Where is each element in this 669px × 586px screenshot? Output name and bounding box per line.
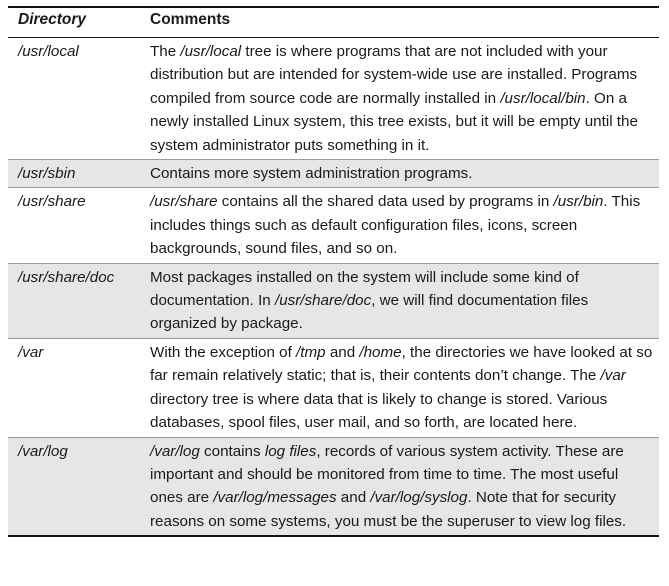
comment-italic-text: /usr/local/bin	[500, 89, 586, 107]
comment-cell	[140, 188, 659, 263]
comment-text: directory tree is where data that is likely to change is stored. Various databases, spool files, user mail, and so forth, are located here.	[150, 390, 608, 432]
comment-text: , we will find documentation files organized by package.	[150, 292, 589, 333]
comment-text: contains	[199, 442, 265, 460]
directory-cell: /usr/share/doc	[8, 263, 140, 338]
comment-text: tree is where programs that are not included with your distribution but are intended for system-wide use are installed. Programs compiled from source code are normally installed in	[150, 43, 638, 107]
comment-italic-text: /usr/share	[150, 193, 218, 211]
comment-italic-text: /var/log/messages	[213, 489, 337, 507]
table-header	[8, 7, 659, 38]
comment-text: The	[150, 43, 181, 60]
comment-italic-text: /tmp	[296, 343, 326, 361]
table-row	[8, 188, 659, 263]
header-directory: Directory	[18, 11, 87, 28]
comment-text: With the exception of	[150, 343, 297, 361]
comment-cell	[140, 437, 659, 536]
table-body	[8, 38, 659, 537]
comment-cell	[140, 38, 659, 160]
directory-cell: /usr/share	[18, 193, 86, 211]
table-row	[8, 263, 659, 338]
comment-text: , the directories we have looked at so far remain relatively static; that is, their contents don’t change. The	[150, 343, 653, 385]
comment-text: . On a newly installed Linux system, this tree exists, but it will be empty until the system administrator puts something in it.	[150, 89, 638, 154]
comment-italic-text: /home	[359, 343, 402, 361]
comment-italic-text: /var/log/syslog	[370, 489, 468, 507]
directory-cell: /var/log	[8, 437, 140, 536]
directory-cell: /var	[18, 343, 44, 361]
table-row	[8, 38, 659, 160]
comment-text: . This includes things such as default configuration files, icons, screen backgrounds, sound files, and so on.	[150, 193, 641, 258]
table-row	[8, 338, 659, 437]
header-row	[8, 7, 659, 38]
comment-cell	[140, 338, 659, 437]
comment-text: and	[325, 343, 360, 361]
comment-italic-text: /usr/share/doc	[274, 292, 372, 310]
directory-table	[8, 6, 659, 537]
comment-text: Contains more system administration programs.	[150, 165, 473, 183]
directory-cell: /usr/sbin	[8, 160, 140, 188]
comment-italic-text: /usr/bin	[553, 193, 604, 211]
comment-cell	[140, 160, 659, 188]
comment-text: and	[336, 489, 371, 507]
comment-text: . Note that for security reasons on some systems, you must be the superuser to view log files.	[150, 489, 627, 530]
comment-cell	[140, 263, 659, 338]
comment-italic-text: log files	[264, 442, 317, 460]
comment-text: , records of various system activity. These are important and should be monitored from time to time. The most useful ones are	[150, 442, 624, 507]
comment-italic-text: /usr/local	[180, 43, 242, 60]
directory-cell: /usr/local	[18, 43, 79, 60]
table-row	[8, 160, 659, 188]
table-row	[8, 437, 659, 536]
comment-text: contains all the shared data used by programs in	[217, 193, 554, 211]
comment-italic-text: /var	[600, 367, 626, 385]
header-comments: Comments	[150, 11, 231, 28]
comment-italic-text: /var/log	[150, 442, 200, 460]
comment-text: Most packages installed on the system will include some kind of documentation. In	[150, 268, 579, 310]
